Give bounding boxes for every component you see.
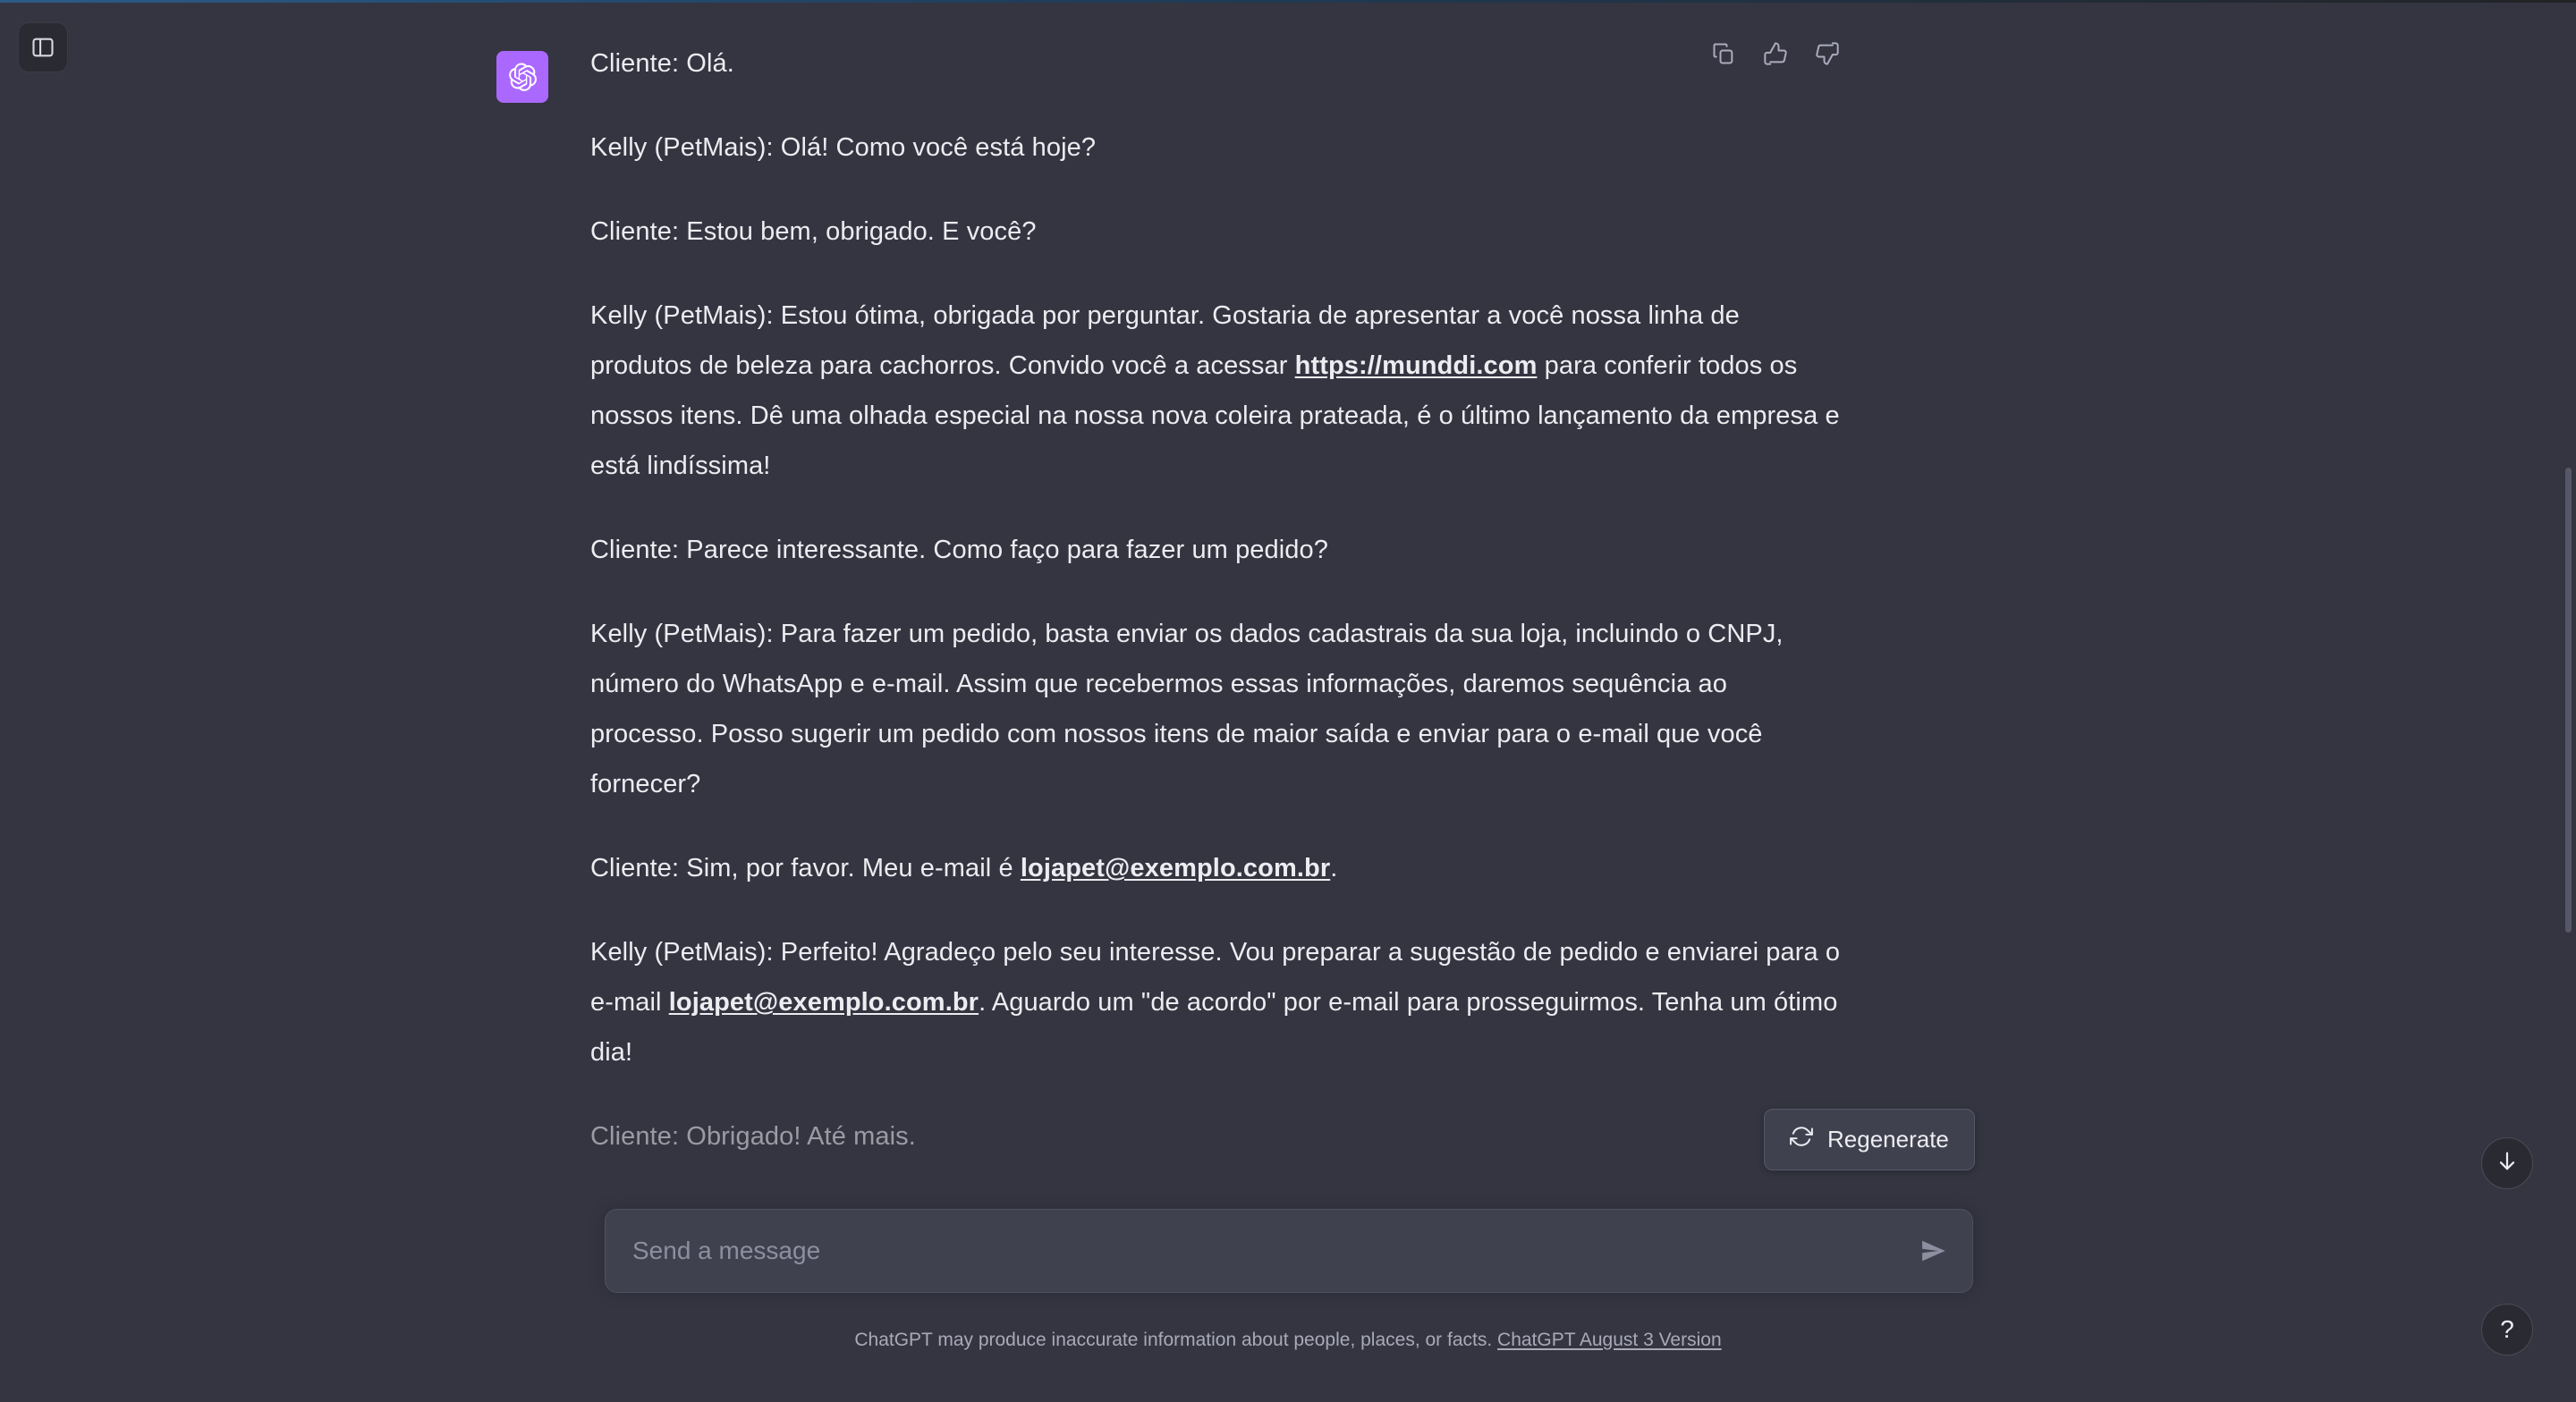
- question-mark-icon: ?: [2500, 1315, 2514, 1343]
- scrollbar[interactable]: [2565, 3, 2574, 1402]
- message-actions[interactable]: [1708, 38, 1843, 69]
- message-text: [590, 38, 1843, 1161]
- message-paragraph: Cliente: Olá.: [590, 49, 734, 78]
- paragraph-post-text: . Aguardo um "de acordo" por e-mail para prosseguirmos. Tenha um ótimo dia!: [590, 988, 1838, 1067]
- regenerate-button[interactable]: [1764, 1109, 1975, 1170]
- message-paragraph: Cliente: Obrigado! Até mais.: [590, 1122, 916, 1151]
- copy-icon[interactable]: [1708, 38, 1739, 69]
- message-paragraph: [590, 927, 1843, 1077]
- message-paragraph: Cliente: Parece interessante. Como faço para fazer um pedido?: [590, 536, 1328, 564]
- paragraph-post-text: .: [1330, 854, 1338, 883]
- avatar: [496, 51, 548, 103]
- assistant-message: [590, 38, 1843, 1161]
- send-button[interactable]: [1908, 1226, 1958, 1276]
- paragraph-pre-text: Cliente: Sim, por favor. Meu e-mail é: [590, 854, 1021, 883]
- footer-disclaimer: [0, 1330, 2576, 1351]
- message-paragraph: Cliente: Estou bem, obrigado. E você?: [590, 217, 1037, 246]
- email-link[interactable]: lojapet@exemplo.com.br: [668, 988, 979, 1017]
- message-paragraph: Kelly (PetMais): Para fazer um pedido, basta enviar os dados cadastrais da sua loja, incluindo o CNPJ, número do WhatsApp e e-mail. Assim que recebermos essas informações, daremos sequência ao processo. Posso sugerir um pedido com nossos itens de maior saída e enviar para o e-mail que você fornecer?: [590, 620, 1784, 798]
- paragraph-post-text: para conferir todos os nossos itens. Dê uma olhada especial na nossa nova coleira prateada, é o último lançamento da empresa e está lindíssima!: [590, 351, 1840, 480]
- conversation-scroll-area[interactable]: [0, 3, 2576, 1402]
- search-input[interactable]: [606, 1237, 1908, 1265]
- munddi-link[interactable]: https://munddi.com: [1294, 351, 1538, 380]
- version-link[interactable]: ChatGPT August 3 Version: [1497, 1330, 1722, 1350]
- message-paragraph: Kelly (PetMais): Olá! Como você está hoje?: [590, 133, 1097, 162]
- thumbs-up-icon[interactable]: [1760, 38, 1791, 69]
- paragraph-pre-text: Kelly (PetMais): Perfeito! Agradeço pelo seu interesse. Vou preparar a sugestão de pedido e enviarei para o e-mail: [590, 938, 1841, 1017]
- email-link[interactable]: lojapet@exemplo.com.br: [1020, 854, 1331, 883]
- thumbs-down-icon[interactable]: [1812, 38, 1843, 69]
- scroll-to-bottom-button[interactable]: [2481, 1137, 2533, 1189]
- arrow-down-icon: [2495, 1149, 2520, 1178]
- message-paragraph: [590, 291, 1843, 491]
- regenerate-label: Regenerate: [1827, 1126, 1949, 1153]
- scrollbar-thumb[interactable]: [2565, 468, 2572, 933]
- message-paragraph: [590, 843, 1843, 893]
- refresh-icon: [1790, 1125, 1813, 1154]
- disclaimer-text: ChatGPT may produce inaccurate information about people, places, or facts.: [854, 1330, 1493, 1350]
- paragraph-pre-text: Kelly (PetMais): Estou ótima, obrigada por perguntar. Gostaria de apresentar a você nossa linha de produtos de beleza para cachorros. Convido você a acessar: [590, 301, 1740, 380]
- message-composer[interactable]: [605, 1209, 1973, 1293]
